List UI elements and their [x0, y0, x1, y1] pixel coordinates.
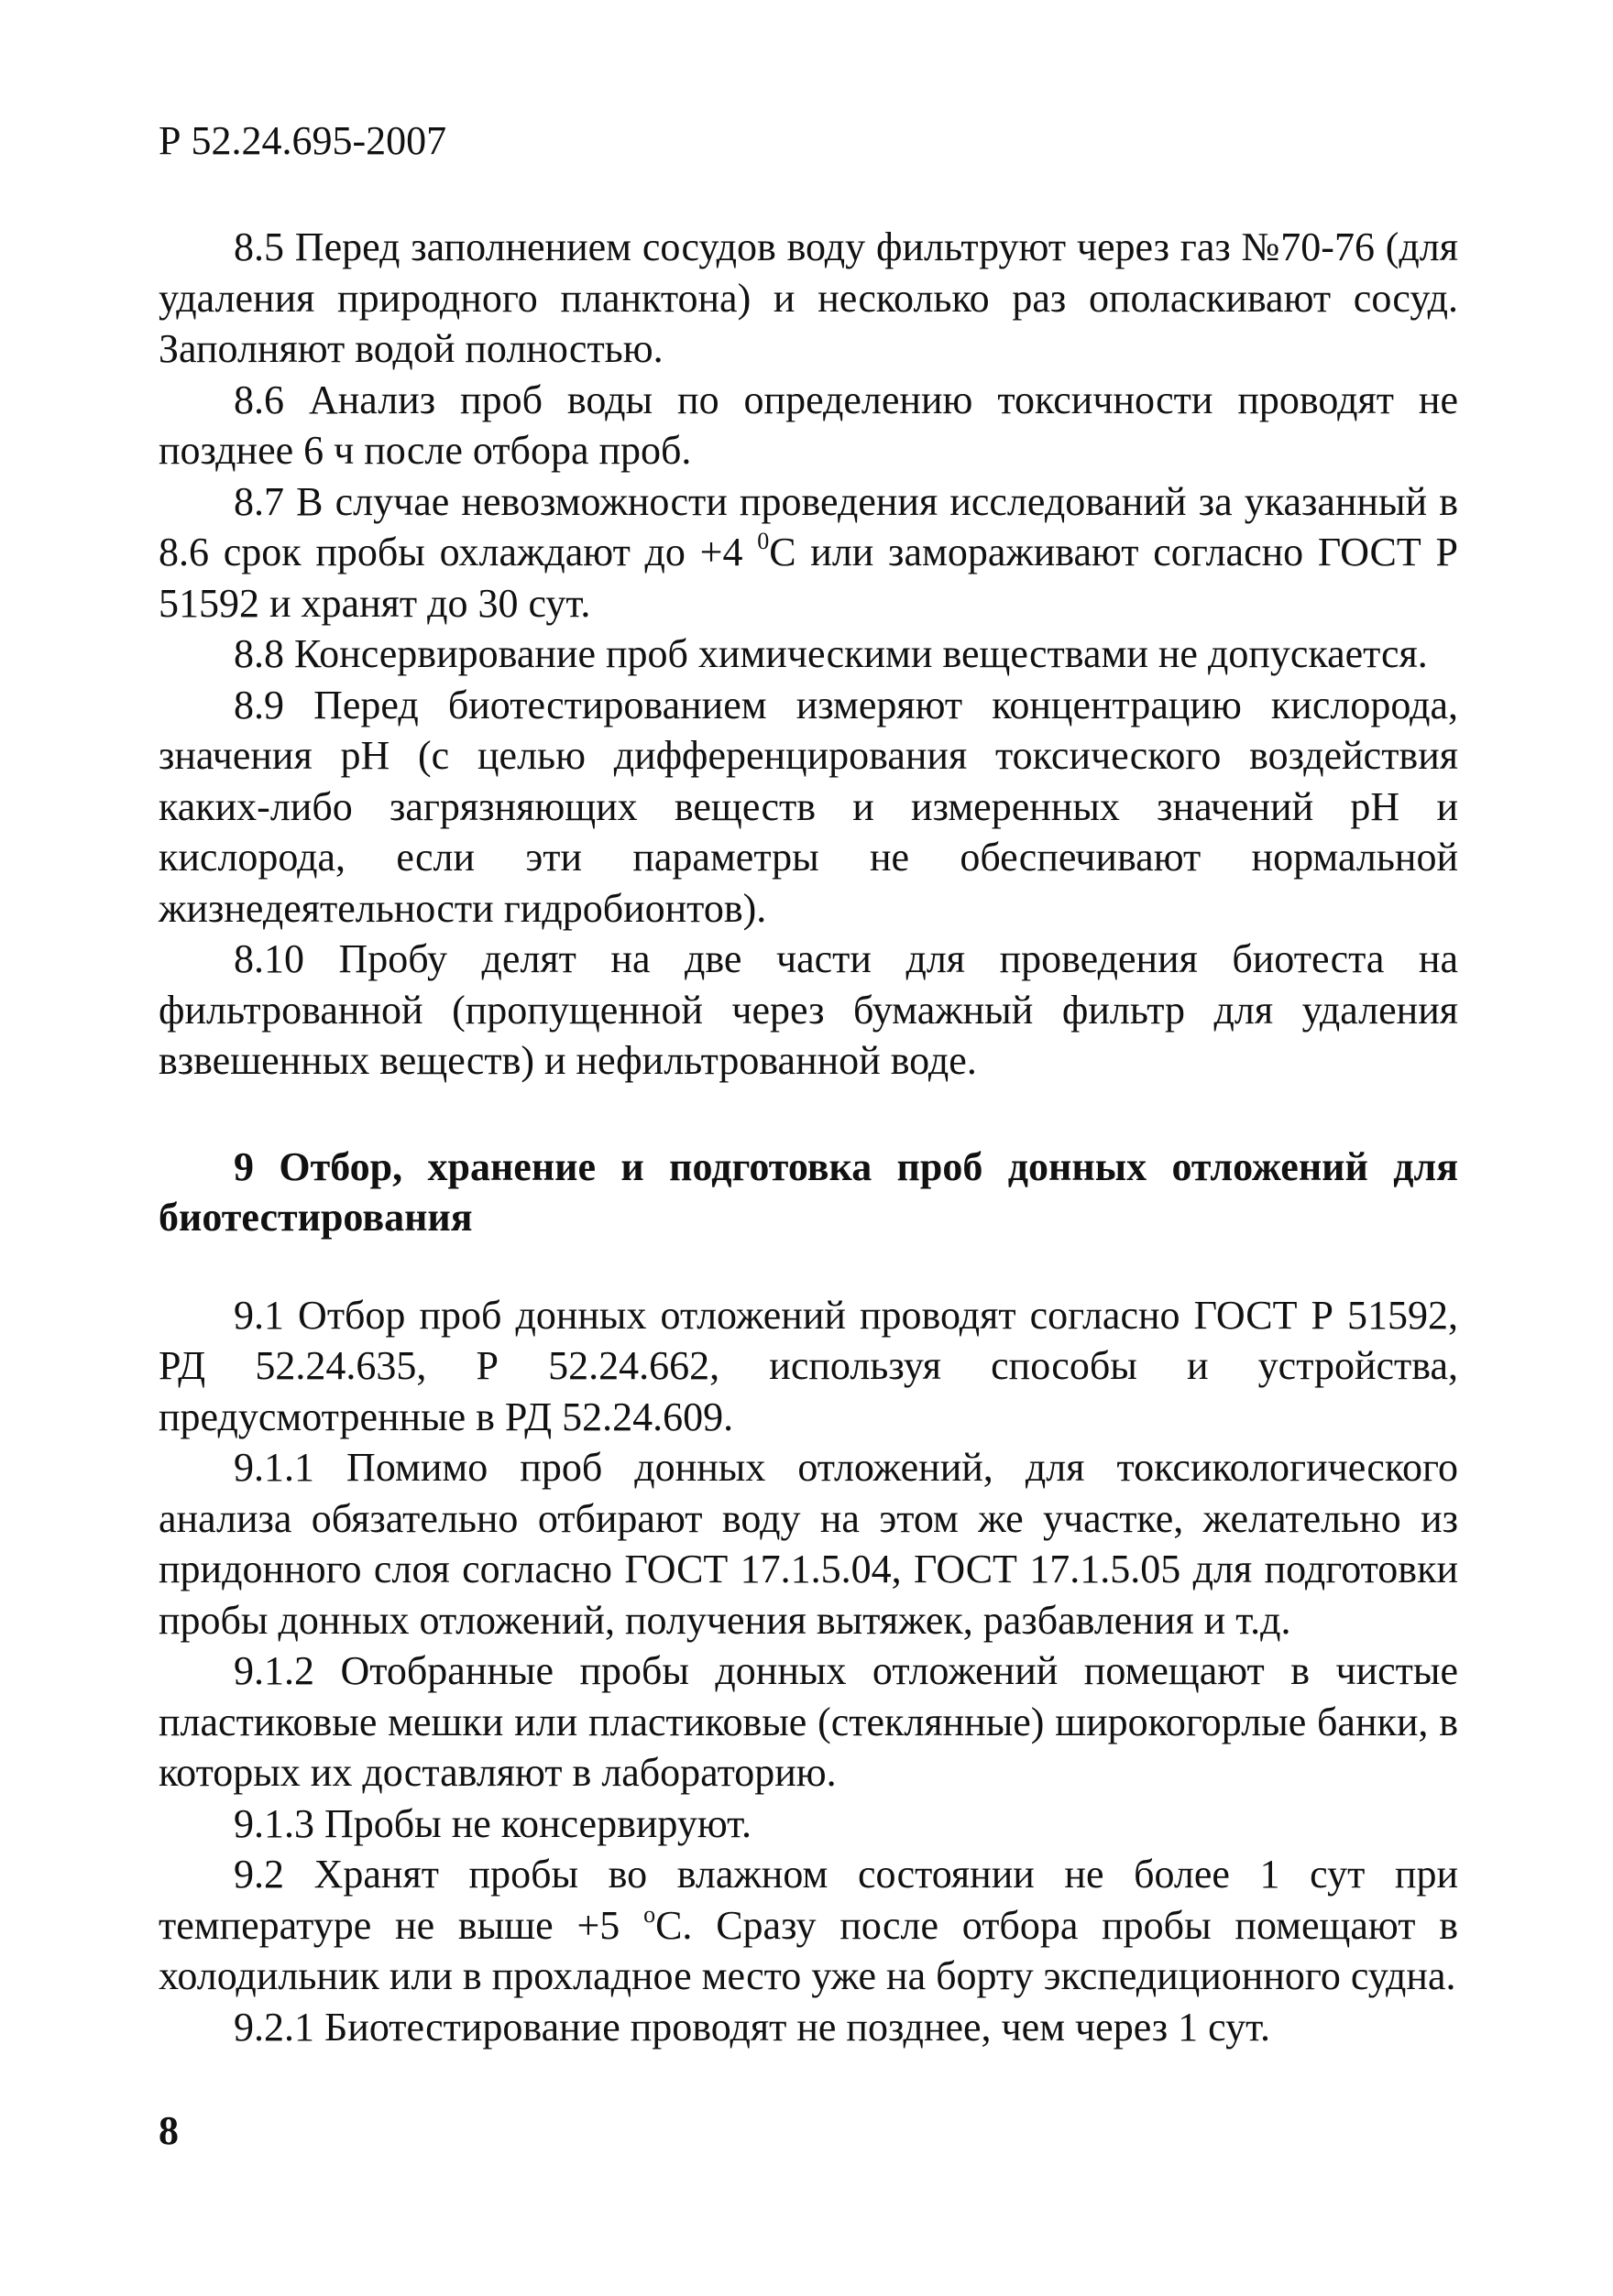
paragraph-9-2-text-after: С. Сразу после отбора пробы помещают в холодильник или в прохладное место уже на борту экспедиционного судна. [159, 1902, 1459, 1998]
paragraph-9-2-text-before: 9.2 Хранят пробы во влажном состоянии не более 1 сут при температуре не выше +5 [159, 1852, 1458, 1948]
section-9-heading: 9 Отбор, хранение и подготовка проб донных отложений для биотестирования [159, 1143, 1458, 1240]
document-code-header: Р 52.24.695-2007 [159, 118, 447, 163]
degree-superscript: о [643, 1900, 656, 1928]
paragraph-8-10: 8.10 Пробу делят на две части для проведения биотеста на фильтрованной (пропущенной через бумажный фильтр для удаления взвешенных веществ) и нефильтрованной воде. [159, 936, 1458, 1083]
page-number: 8 [159, 2108, 179, 2153]
paragraph-8-6: 8.6 Анализ проб воды по определению токсичности проводят не позднее 6 ч после отбора проб. [159, 377, 1458, 473]
paragraph-9-1-2: 9.1.2 Отобранные пробы донных отложений помещают в чистые пластиковые мешки или пластиковые (стеклянные) широкогорлые банки, в которых их доставляют в лабораторию. [159, 1648, 1458, 1795]
paragraph-8-7 [159, 476, 1458, 629]
paragraph-8-9: 8.9 Перед биотестированием измеряют концентрацию кислорода, значения pH (с целью дифференцирования токсического воздействия каких-либо загрязняющих веществ и измеренных значений pH и кислорода, если эти параметры не обеспечивают нормальной жизнедеятельности гидробионтов). [159, 682, 1458, 931]
paragraph-8-7-text-before: 8.7 В случае невозможности проведения исследований за указанный в 8.6 срок пробы охлаждают до +4 [159, 478, 1458, 574]
paragraph-8-8: 8.8 Консервирование проб химическими веществами не допускается. [234, 631, 1428, 676]
paragraph-8-7-text-after: С или замораживают согласно ГОСТ Р 51592 и хранят до 30 сут. [159, 530, 1458, 626]
paragraph-9-1-1: 9.1.1 Помимо проб донных отложений, для токсикологического анализа обязательно отбирают воду на этом же участке, желательно из придонного слоя согласно ГОСТ 17.1.5.04, ГОСТ 17.1.5.05 для подготовки пробы донных отложений, получения вытяжек, разбавления и т.д. [159, 1445, 1458, 1643]
paragraph-9-1-3: 9.1.3 Пробы не консервируют. [234, 1800, 752, 1846]
paragraph-9-1: 9.1 Отбор проб донных отложений проводят согласно ГОСТ Р 51592, РД 52.24.635, Р 52.24.662, используя способы и устройства, предусмотренные в РД 52.24.609. [159, 1292, 1458, 1439]
paragraph-9-2 [159, 1849, 1458, 2002]
document-body [159, 222, 1458, 2052]
degree-superscript: 0 [757, 528, 770, 554]
paragraph-9-2-1: 9.2.1 Биотестирование проводят не позднее, чем через 1 сут. [234, 2004, 1271, 2050]
paragraph-8-5: 8.5 Перед заполнением сосудов воду фильтруют через газ №70-76 (для удаления природного планктона) и несколько раз ополаскивают сосуд. Заполняют водой полностью. [159, 224, 1458, 371]
